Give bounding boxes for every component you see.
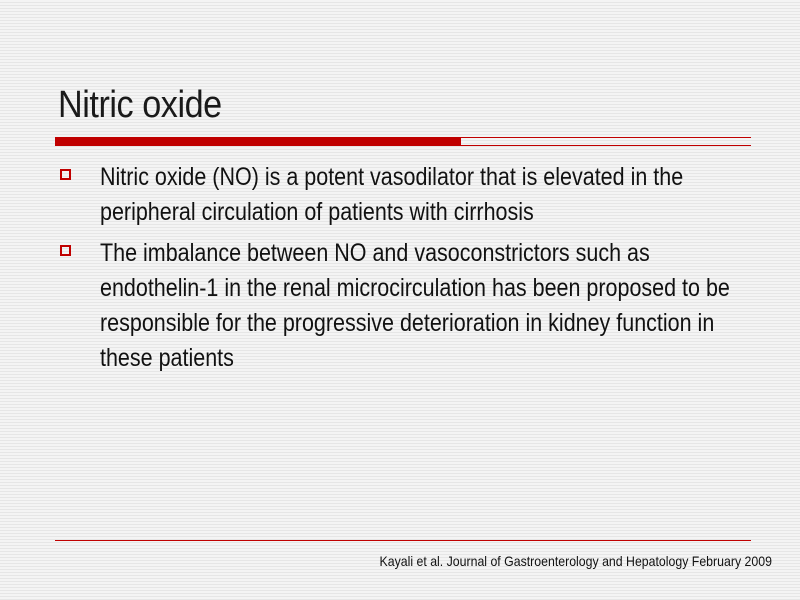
footer-rule [55, 540, 751, 541]
title-underline-thin-top [461, 137, 751, 138]
hollow-square-bullet-icon [60, 245, 71, 256]
slide-title: Nitric oxide [58, 84, 222, 126]
bullet-item-1 [58, 160, 758, 230]
bullet-text: The imbalance between NO and vasoconstrictors such as endothelin-1 in the renal microcirculation has been proposed to be responsible for the progressive deterioration in kidney function in these patients [100, 239, 730, 372]
title-underline-thin-bottom [461, 145, 751, 146]
citation: Kayali et al. Journal of Gastroenterology and Hepatology February 2009 [379, 553, 772, 569]
hollow-square-bullet-icon [60, 169, 71, 180]
title-underline-thick [55, 137, 461, 146]
bullet-item-2 [58, 236, 758, 376]
bullet-text: Nitric oxide (NO) is a potent vasodilator that is elevated in the peripheral circulation of patients with cirrhosis [100, 163, 684, 226]
bullet-list [58, 160, 758, 382]
